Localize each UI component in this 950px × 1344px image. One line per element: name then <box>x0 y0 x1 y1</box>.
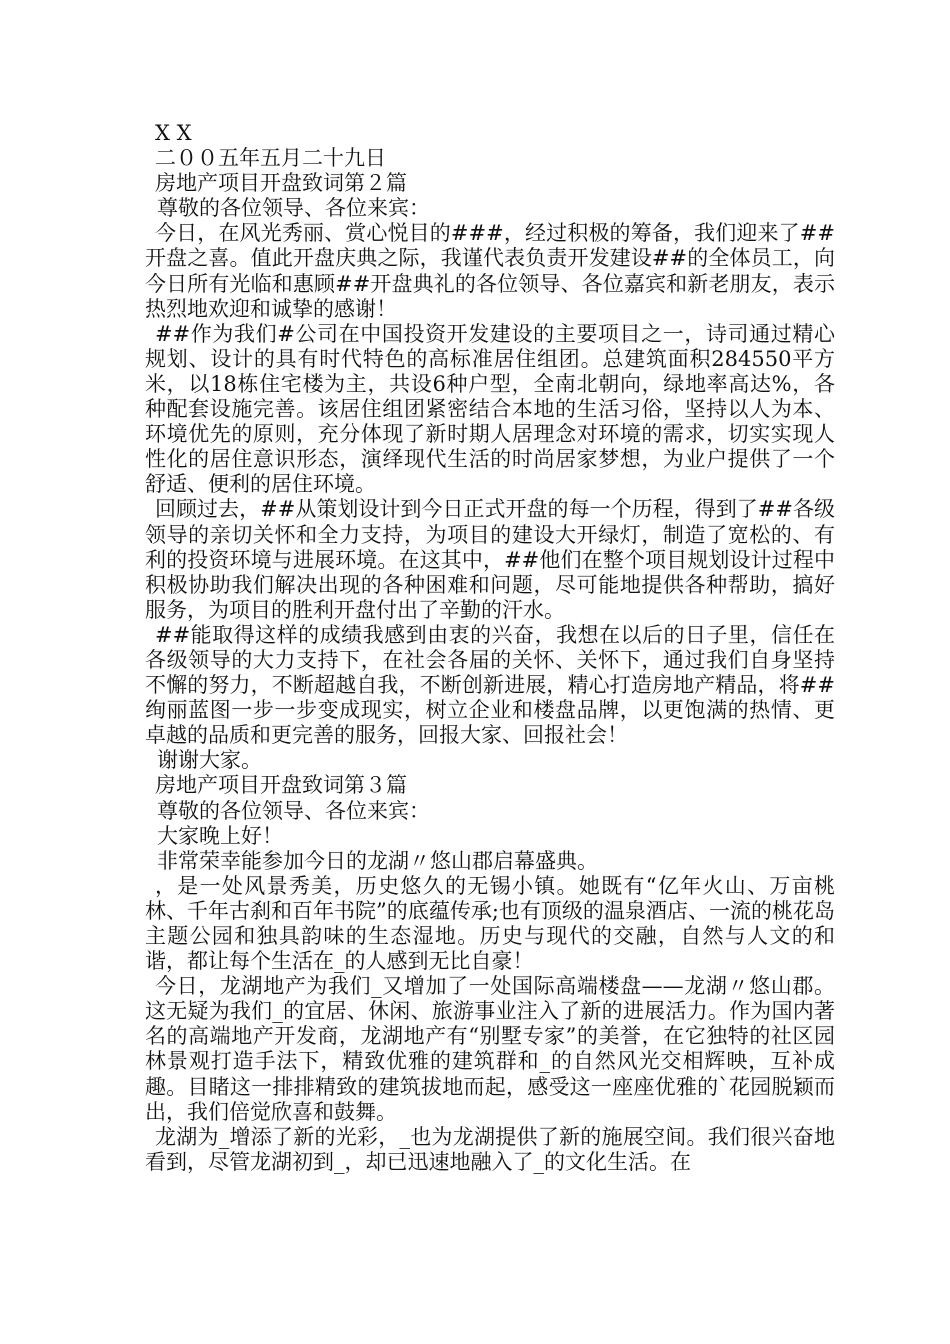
section-2-paragraph: 今日，在风光秀丽、赏心悦目的###，经过积极的筹备，我们迎来了##开盘之喜。值此开盘庆典之际，我谨代表负责开发建设##的全体员工，向今日所有光临和惠顾##开盘典礼的各位领导、各位嘉宾和新老朋友，表示热烈地欢迎和诚挚的感谢！ <box>145 221 835 321</box>
document-body <box>145 121 835 1175</box>
section-2-paragraph: 回顾过去，##从策划设计到今日正式开盘的每一个历程，得到了##各级领导的亲切关怀和全力支持，为项目的建设大开绿灯，制造了宽松的、有利的投资环境与进展环境。在这其中，##他们在整个项目规划设计过程中积极协助我们解决出现的各种困难和问题，尽可能地提供各种帮助，搞好服务，为项目的胜利开盘付出了辛勤的汗水。 <box>145 497 835 622</box>
section-3-paragraph: ，是一处风景秀美，历史悠久的无锡小镇。她既有“亿年火山、万亩桃林、千年古刹和百年书院”的底蕴传承;也有顶级的温泉酒店、一流的桃花岛主题公园和独具韵味的生态湿地。历史与现代的交融，自然与人文的和谐，都让每个生活在_的人感到无比自豪！ <box>145 873 835 974</box>
section-2-closing: 谢谢大家。 <box>157 748 262 773</box>
signature-date: 二００五年五月二十九日 <box>155 146 386 171</box>
section-3-paragraph: 龙湖为_增添了新的光彩，_也为龙湖提供了新的施展空间。我们很兴奋地看到，尽管龙湖初到_，却已迅速地融入了_的文化生活。在 <box>145 1124 835 1174</box>
section-3-paragraph: 今日，龙湖地产为我们_又增加了一处国际高端楼盘——龙湖〃悠山郡。这无疑为我们_的宜居、休闲、旅游事业注入了新的进展活力。作为国内著名的高端地产开发商，龙湖地产有“别墅专家”的美誉，在它独特的社区园林景观打造手法下，精致优雅的建筑群和_的自然风光交相辉映，互补成趣。目睹这一排排精致的建筑拔地而起，感受这一座座优雅的`花园脱颖而出，我们倍觉欣喜和鼓舞。 <box>145 974 835 1124</box>
section-3-salutation: 尊敬的各位领导、各位来宾： <box>157 798 430 823</box>
signature-name: X X <box>155 121 192 145</box>
section-3-heading: 房地产项目开盘致词第３篇 <box>155 773 407 798</box>
section-2-paragraph: ##作为我们#公司在中国投资开发建设的主要项目之一，诗司通过精心规划、设计的具有时代特色的高标准居住组团。总建筑面积284550平方米，以18栋住宅楼为主，共设6种户型，全南北朝向，绿地率高达%，各种配套设施完善。该居住组团紧密结合本地的生活习俗，坚持以人为本、环境优先的原则，充分体现了新时期人居理念对环境的需求，切实实现人性化的居住意识形态，演绎现代生活的时尚居家梦想，为业户提供了一个舒适、便利的居住环境。 <box>145 321 835 497</box>
section-2-heading: 房地产项目开盘致词第２篇 <box>155 171 407 196</box>
section-2-salutation: 尊敬的各位领导、各位来宾： <box>157 196 430 221</box>
section-2-paragraph: ##能取得这样的成绩我感到由衷的兴奋，我想在以后的日子里，信任在各级领导的大力支持下，在社会各届的关怀、关怀下，通过我们自身坚持不懈的努力，不断超越自我，不断创新进展，精心打造房地产精品，将##绚丽蓝图一步一步变成现实，树立企业和楼盘品牌，以更饱满的热情、更卓越的品质和更完善的服务，回报大家、回报社会！ <box>145 622 835 748</box>
section-3-opening: 非常荣幸能参加今日的龙湖〃悠山郡启幕盛典。 <box>157 848 598 873</box>
section-3-greeting: 大家晚上好！ <box>157 823 283 848</box>
